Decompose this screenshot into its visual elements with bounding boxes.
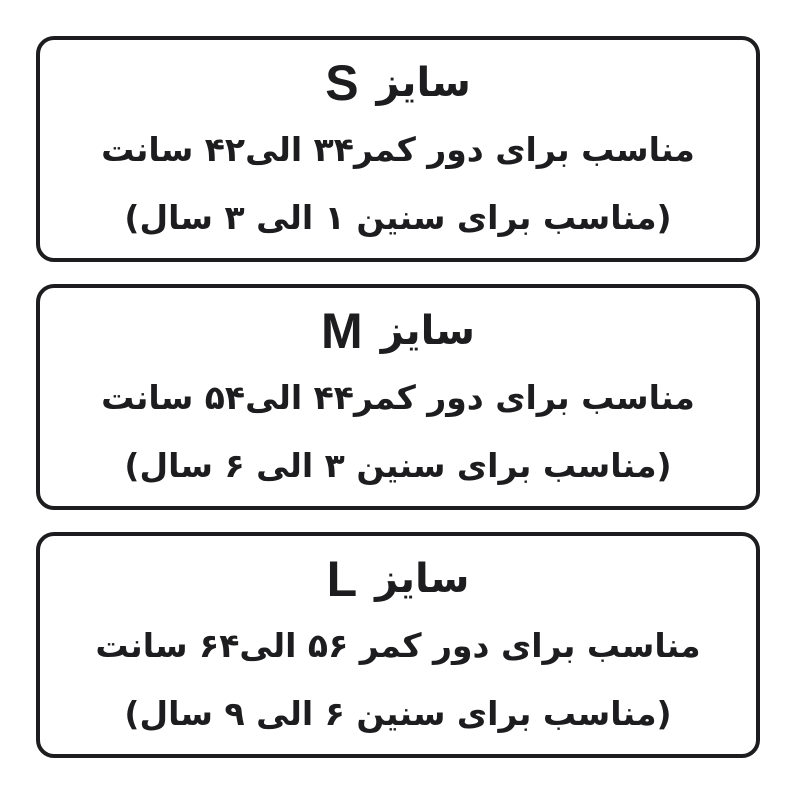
age-range-text: (مناسب برای سنین ۱ الی ۳ سال) bbox=[124, 198, 672, 237]
size-word: سایز bbox=[376, 60, 471, 106]
age-range-text: (مناسب برای سنین ۳ الی ۶ سال) bbox=[124, 446, 672, 485]
size-title bbox=[40, 546, 756, 612]
waist-range-text: مناسب برای دور کمر۳۴ الی۴۲ سانت bbox=[101, 130, 695, 169]
size-letter: L bbox=[326, 551, 358, 607]
size-word: سایز bbox=[375, 556, 470, 602]
size-letter: M bbox=[321, 303, 363, 359]
age-range-text: (مناسب برای سنین ۶ الی ۹ سال) bbox=[124, 694, 672, 733]
size-letter: S bbox=[325, 55, 359, 111]
size-title bbox=[40, 50, 756, 116]
size-card-l bbox=[36, 532, 760, 758]
size-card-m bbox=[36, 284, 760, 510]
waist-range-text: مناسب برای دور کمر۴۴ الی۵۴ سانت bbox=[101, 378, 695, 417]
waist-range-text: مناسب برای دور کمر ۵۶ الی۶۴ سانت bbox=[95, 626, 701, 665]
size-word: سایز bbox=[380, 308, 475, 354]
size-card-s bbox=[36, 36, 760, 262]
size-title bbox=[40, 298, 756, 364]
